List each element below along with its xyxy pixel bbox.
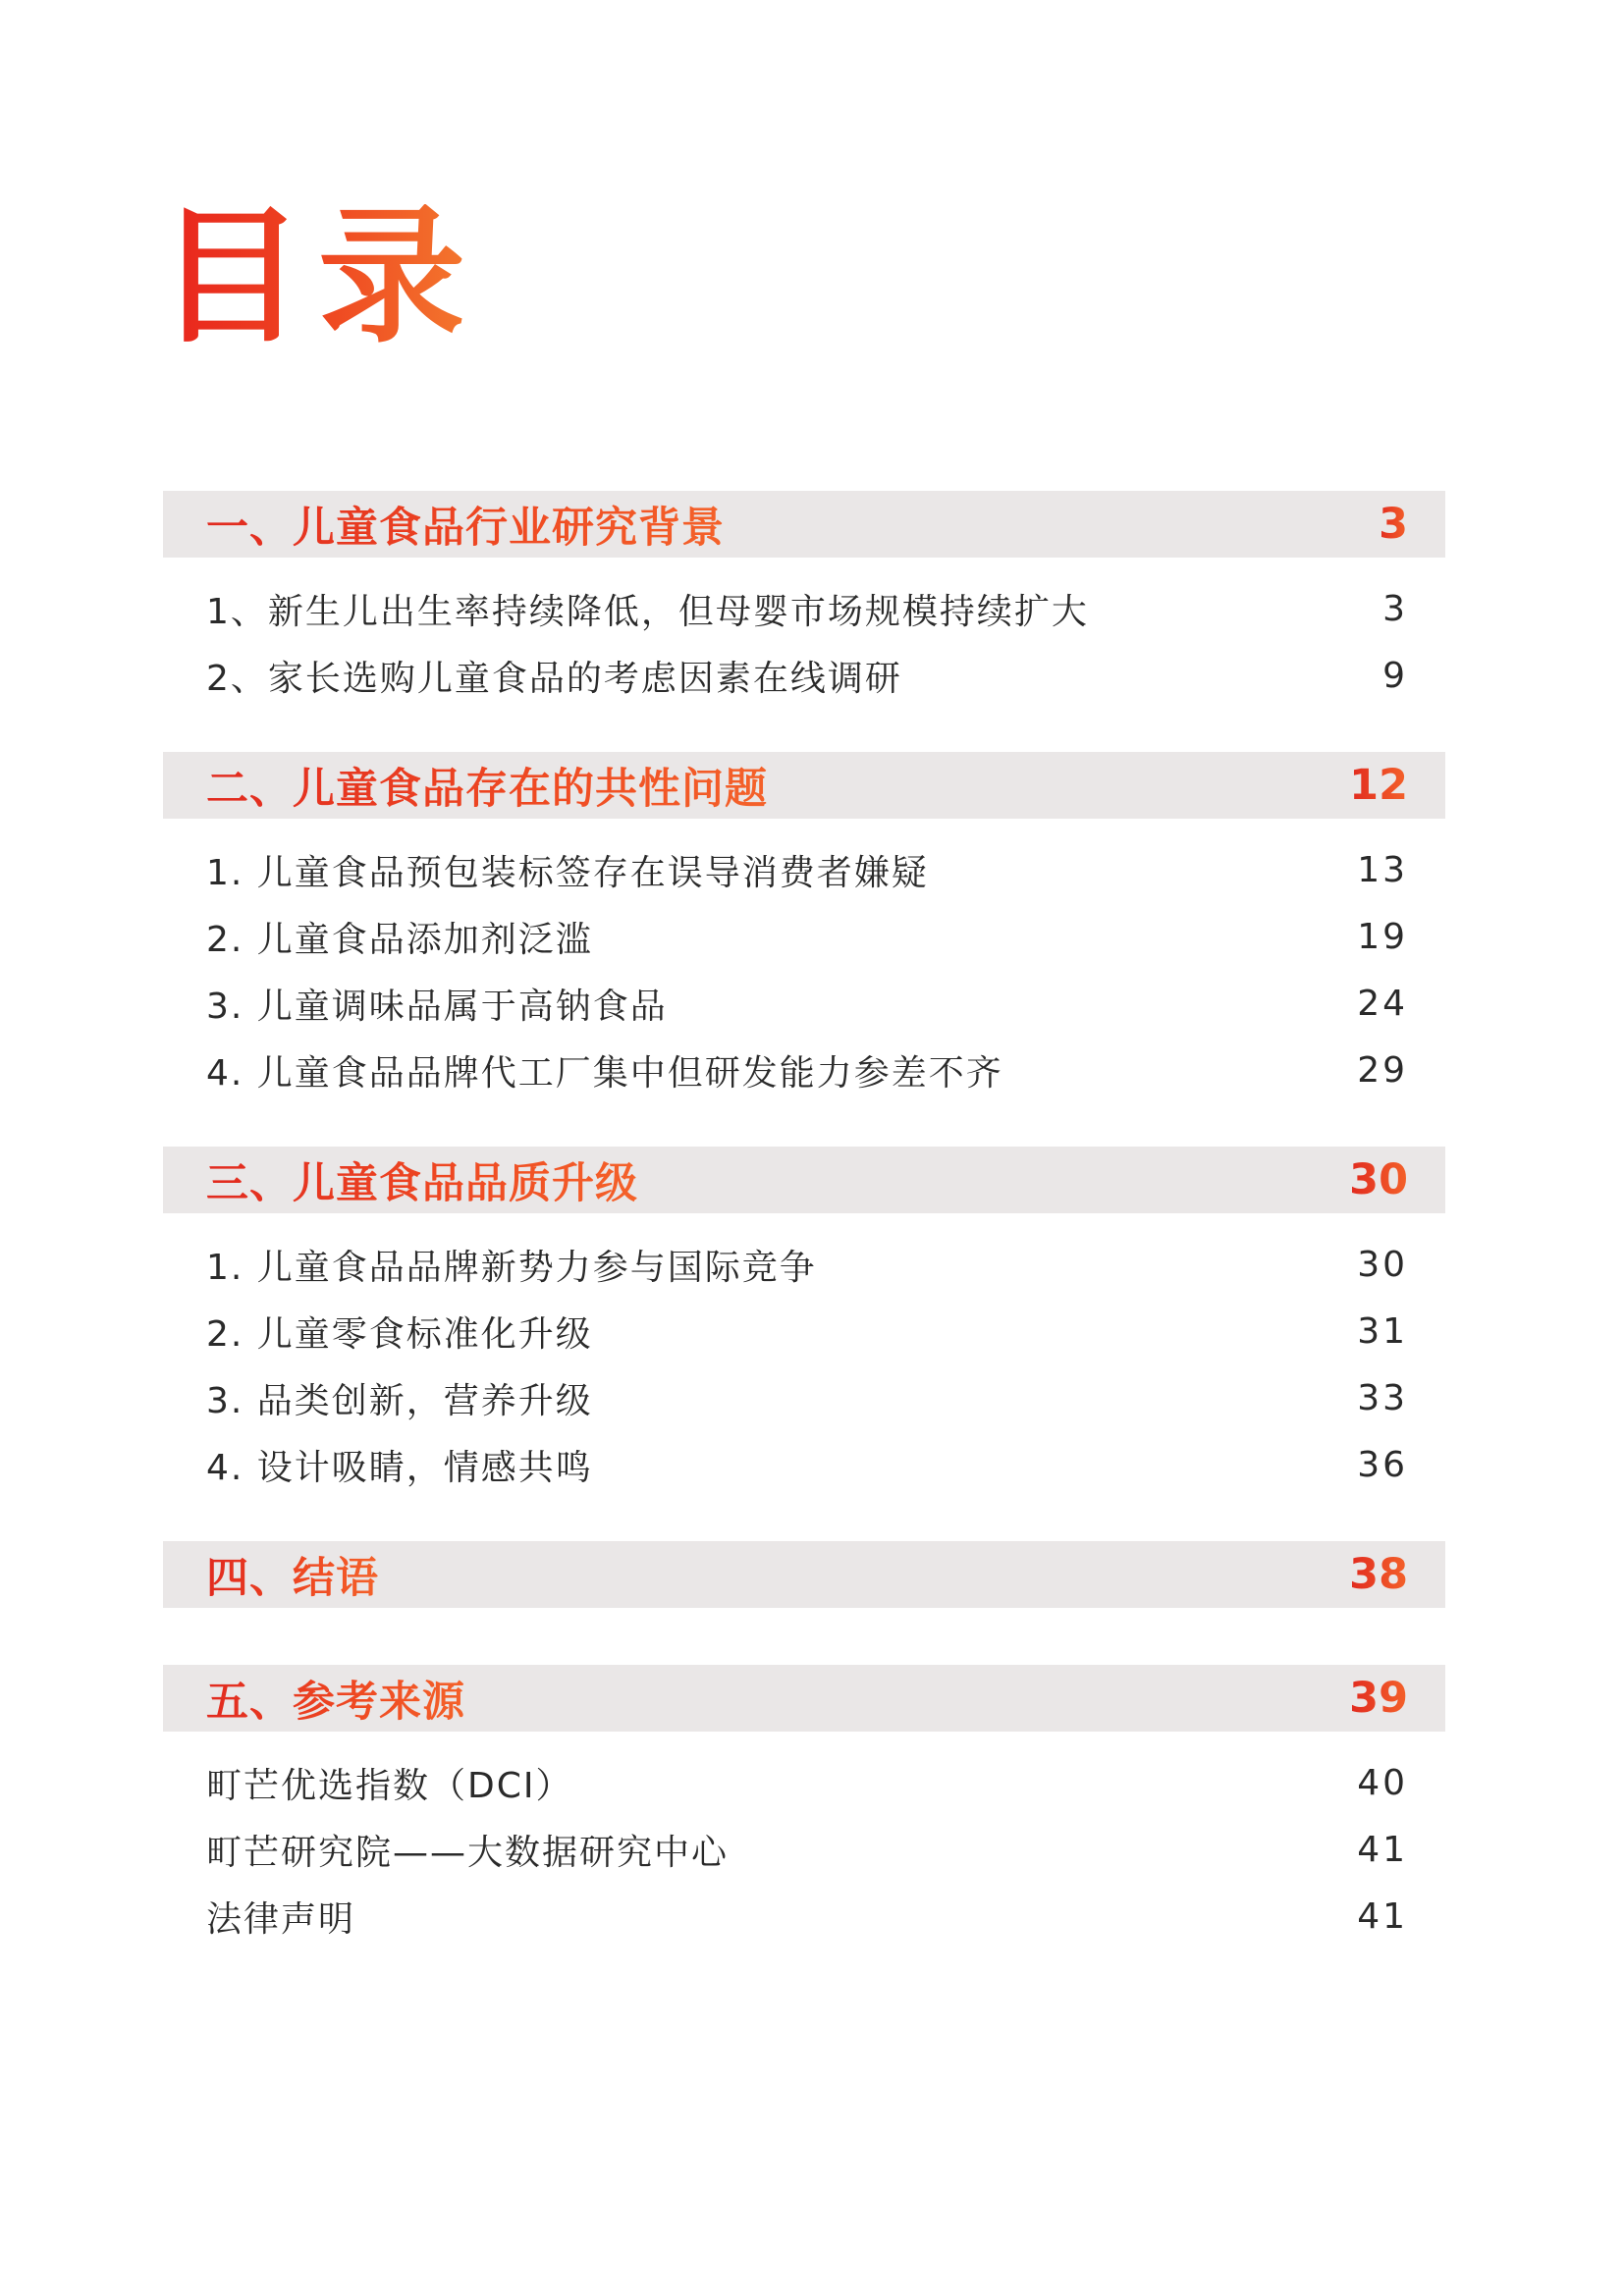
entry-title: 町芒研究院——大数据研究中心 bbox=[206, 1832, 730, 1873]
section-header-conclusion[interactable] bbox=[163, 1541, 1445, 1608]
section-header-common-problems[interactable] bbox=[163, 752, 1445, 819]
section-page-number: 3 bbox=[1379, 500, 1408, 549]
section-page-number: 38 bbox=[1349, 1550, 1408, 1599]
entry-title: 1. 儿童食品品牌新势力参与国际竞争 bbox=[206, 1247, 817, 1288]
entry-list bbox=[163, 819, 1445, 1103]
toc-section-quality-upgrade bbox=[163, 1147, 1445, 1498]
toc-entry[interactable] bbox=[163, 1037, 1445, 1103]
toc-entry[interactable] bbox=[163, 642, 1445, 709]
toc-entry[interactable] bbox=[163, 903, 1445, 970]
toc-entry[interactable] bbox=[163, 836, 1445, 903]
entry-list bbox=[163, 558, 1445, 709]
section-header-quality-upgrade[interactable] bbox=[163, 1147, 1445, 1213]
entry-title: 3. 品类创新，营养升级 bbox=[206, 1380, 593, 1421]
toc-entry[interactable] bbox=[163, 1816, 1445, 1883]
toc-section-references bbox=[163, 1665, 1445, 1949]
toc-entry[interactable] bbox=[163, 1749, 1445, 1816]
section-header-references[interactable] bbox=[163, 1665, 1445, 1732]
entry-title: 1. 儿童食品预包装标签存在误导消费者嫌疑 bbox=[206, 852, 929, 893]
section-page-number: 30 bbox=[1349, 1155, 1408, 1204]
entry-page-number: 41 bbox=[1357, 1829, 1408, 1870]
entry-title: 町芒优选指数（DCI） bbox=[206, 1765, 573, 1806]
entry-page-number: 41 bbox=[1357, 1896, 1408, 1937]
toc-section-common-problems bbox=[163, 752, 1445, 1103]
entry-page-number: 40 bbox=[1357, 1762, 1408, 1803]
entry-title: 1、新生儿出生率持续降低，但母婴市场规模持续扩大 bbox=[206, 591, 1089, 632]
entry-title: 2. 儿童零食标准化升级 bbox=[206, 1313, 593, 1355]
entry-title: 2、家长选购儿童食品的考虑因素在线调研 bbox=[206, 658, 902, 699]
entry-page-number: 36 bbox=[1357, 1444, 1408, 1485]
toc-entry[interactable] bbox=[163, 1364, 1445, 1431]
entry-page-number: 13 bbox=[1357, 849, 1408, 890]
entry-page-number: 31 bbox=[1357, 1310, 1408, 1352]
section-title: 三、儿童食品品质升级 bbox=[206, 1150, 638, 1210]
entry-page-number: 9 bbox=[1382, 655, 1408, 696]
section-title: 二、儿童食品存在的共性问题 bbox=[206, 756, 768, 816]
section-title: 一、儿童食品行业研究背景 bbox=[206, 495, 725, 555]
entry-page-number: 29 bbox=[1357, 1049, 1408, 1091]
entry-page-number: 24 bbox=[1357, 983, 1408, 1024]
toc-entry[interactable] bbox=[163, 1883, 1445, 1949]
toc-section-background bbox=[163, 491, 1445, 709]
table-of-contents bbox=[163, 491, 1445, 1993]
entry-page-number: 19 bbox=[1357, 916, 1408, 957]
page-title: 目录 bbox=[157, 192, 480, 363]
entry-page-number: 3 bbox=[1382, 588, 1408, 629]
entry-page-number: 30 bbox=[1357, 1244, 1408, 1285]
entry-page-number: 33 bbox=[1357, 1377, 1408, 1418]
entry-title: 3. 儿童调味品属于高钠食品 bbox=[206, 986, 668, 1027]
toc-section-conclusion bbox=[163, 1541, 1445, 1608]
toc-entry[interactable] bbox=[163, 575, 1445, 642]
section-header-background[interactable] bbox=[163, 491, 1445, 558]
entry-list bbox=[163, 1732, 1445, 1949]
toc-entry[interactable] bbox=[163, 1298, 1445, 1364]
section-title: 四、结语 bbox=[206, 1545, 379, 1605]
entry-title: 4. 儿童食品品牌代工厂集中但研发能力参差不齐 bbox=[206, 1052, 1003, 1094]
section-title: 五、参考来源 bbox=[206, 1669, 465, 1729]
entry-title: 4. 设计吸睛，情感共鸣 bbox=[206, 1447, 593, 1488]
entry-title: 2. 儿童食品添加剂泛滥 bbox=[206, 919, 593, 960]
entry-list bbox=[163, 1213, 1445, 1498]
toc-entry[interactable] bbox=[163, 970, 1445, 1037]
toc-entry[interactable] bbox=[163, 1231, 1445, 1298]
section-page-number: 39 bbox=[1349, 1674, 1408, 1723]
section-page-number: 12 bbox=[1349, 761, 1408, 810]
toc-entry[interactable] bbox=[163, 1431, 1445, 1498]
entry-title: 法律声明 bbox=[206, 1898, 356, 1940]
